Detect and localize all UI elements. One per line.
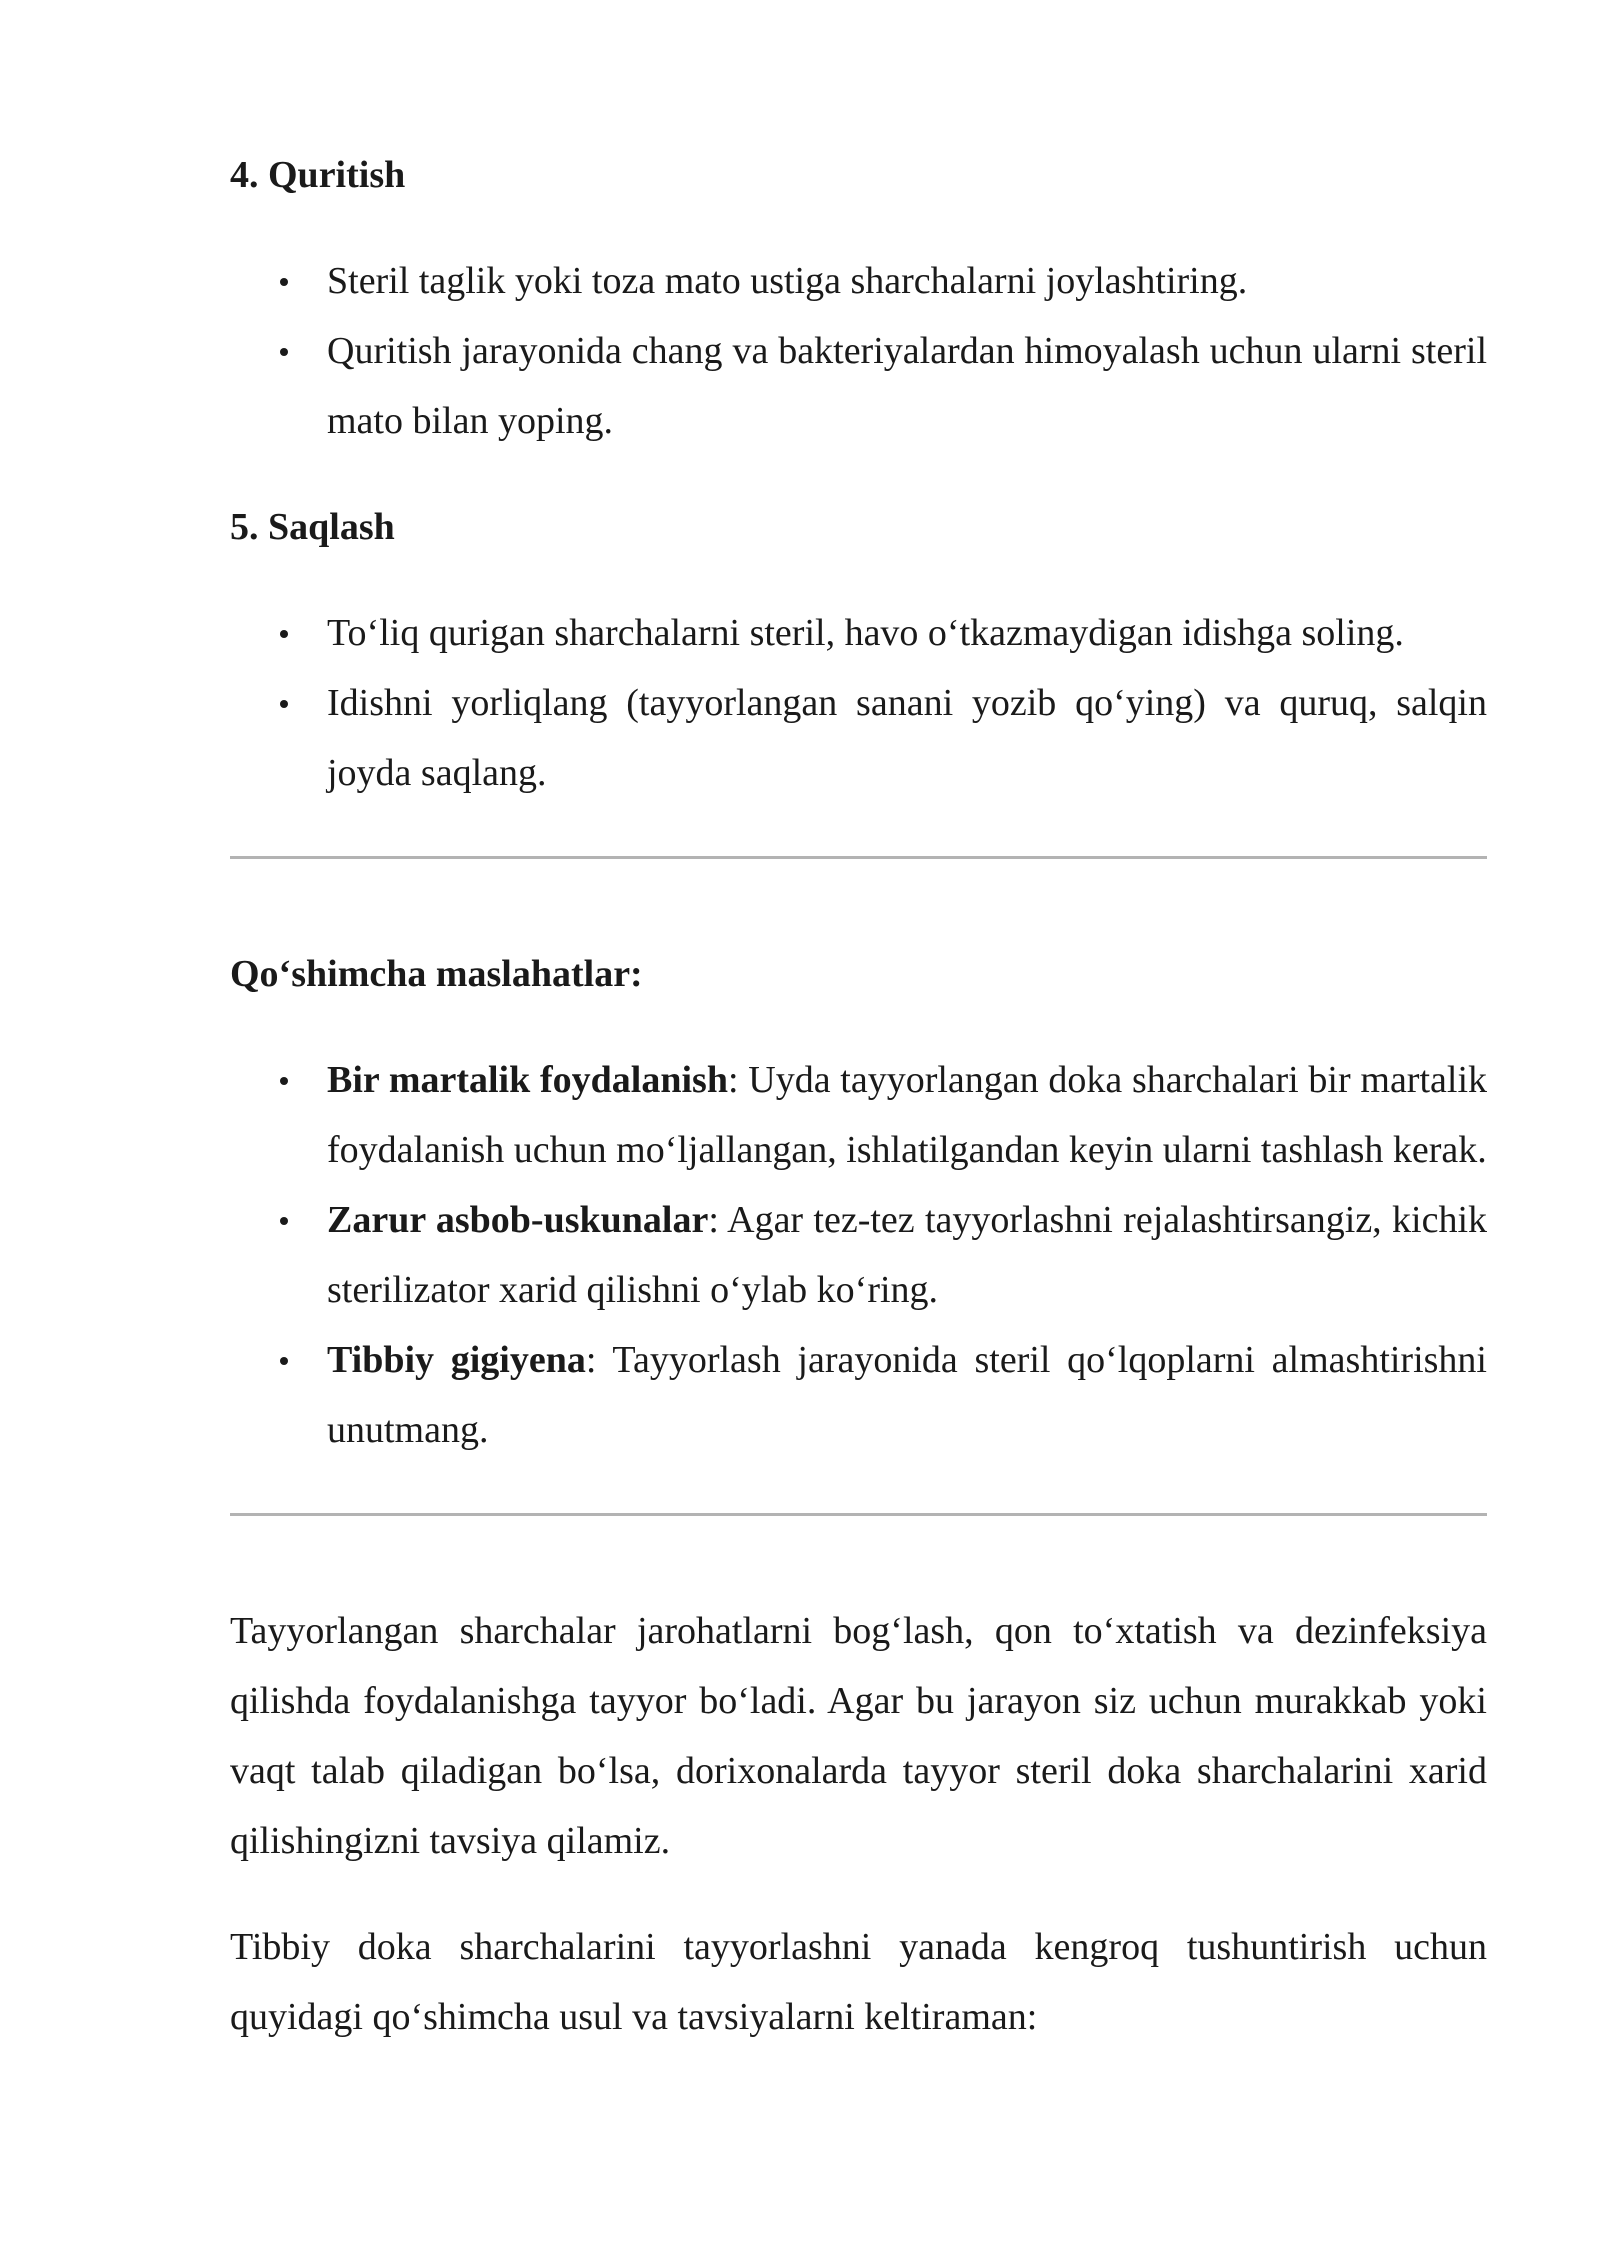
tip-text: : Tayyorlash jarayonida steril qo‘lqoplarni almashtirishni unutmang.: [327, 1339, 1487, 1451]
section-heading-tips: Qo‘shimcha maslahatlar:: [230, 953, 643, 995]
tip-text: : Agar tez-tez tayyorlashni rejalashtirsangiz, kichik sterilizator xarid qilishni o‘ylab ko‘ring.: [327, 1199, 1487, 1311]
section-heading-storage: 5. Saqlash: [230, 506, 395, 548]
drying-list: [230, 246, 1487, 456]
tips-list: [230, 1045, 1487, 1465]
closing-paragraph: Tibbiy doka sharchalarini tayyorlashni yanada kengroq tushuntirish uchun quyidagi qo‘shimcha usul va tavsiyalarni keltiraman:: [230, 1926, 1487, 2038]
tip-text: : Uyda tayyorlangan doka sharchalari bir martalik foydalanish uchun mo‘ljallangan, ishlatilgandan keyin ularni tashlash kerak.: [327, 1059, 1488, 1171]
list-item: [230, 1185, 1487, 1325]
tip-term: Tibbiy gigiyena: [327, 1339, 586, 1381]
list-item: To‘liq qurigan sharchalarni steril, havo o‘tkazmaydigan idishga soling.: [230, 598, 1487, 668]
tip-term: Zarur asbob-uskunalar: [327, 1199, 709, 1241]
list-item: Quritish jarayonida chang va bakteriyalardan himoyalash uchun ularni steril mato bilan yoping.: [230, 316, 1487, 456]
list-item: Idishni yorliqlang (tayyorlangan sanani yozib qo‘ying) va quruq, salqin joyda saqlang.: [230, 668, 1487, 808]
tip-term: Bir martalik foydalanish: [327, 1059, 728, 1101]
closing-paragraph: Tayyorlangan sharchalar jarohatlarni bog‘lash, qon to‘xtatish va dezinfeksiya qilishda foydalanishga tayyor bo‘ladi. Agar bu jarayon siz uchun murakkab yoki vaqt talab qiladigan bo‘lsa, dorixonalarda tayyor steril doka sharchalarini xarid qilishingizni tavsiya qilamiz.: [230, 1610, 1487, 1862]
document-page: [230, 140, 1487, 2052]
storage-list: [230, 598, 1487, 808]
section-heading-drying: 4. Quritish: [230, 154, 406, 196]
list-item: Steril taglik yoki toza mato ustiga sharchalarni joylashtiring.: [230, 246, 1487, 316]
list-item: [230, 1325, 1487, 1465]
list-item: [230, 1045, 1487, 1185]
